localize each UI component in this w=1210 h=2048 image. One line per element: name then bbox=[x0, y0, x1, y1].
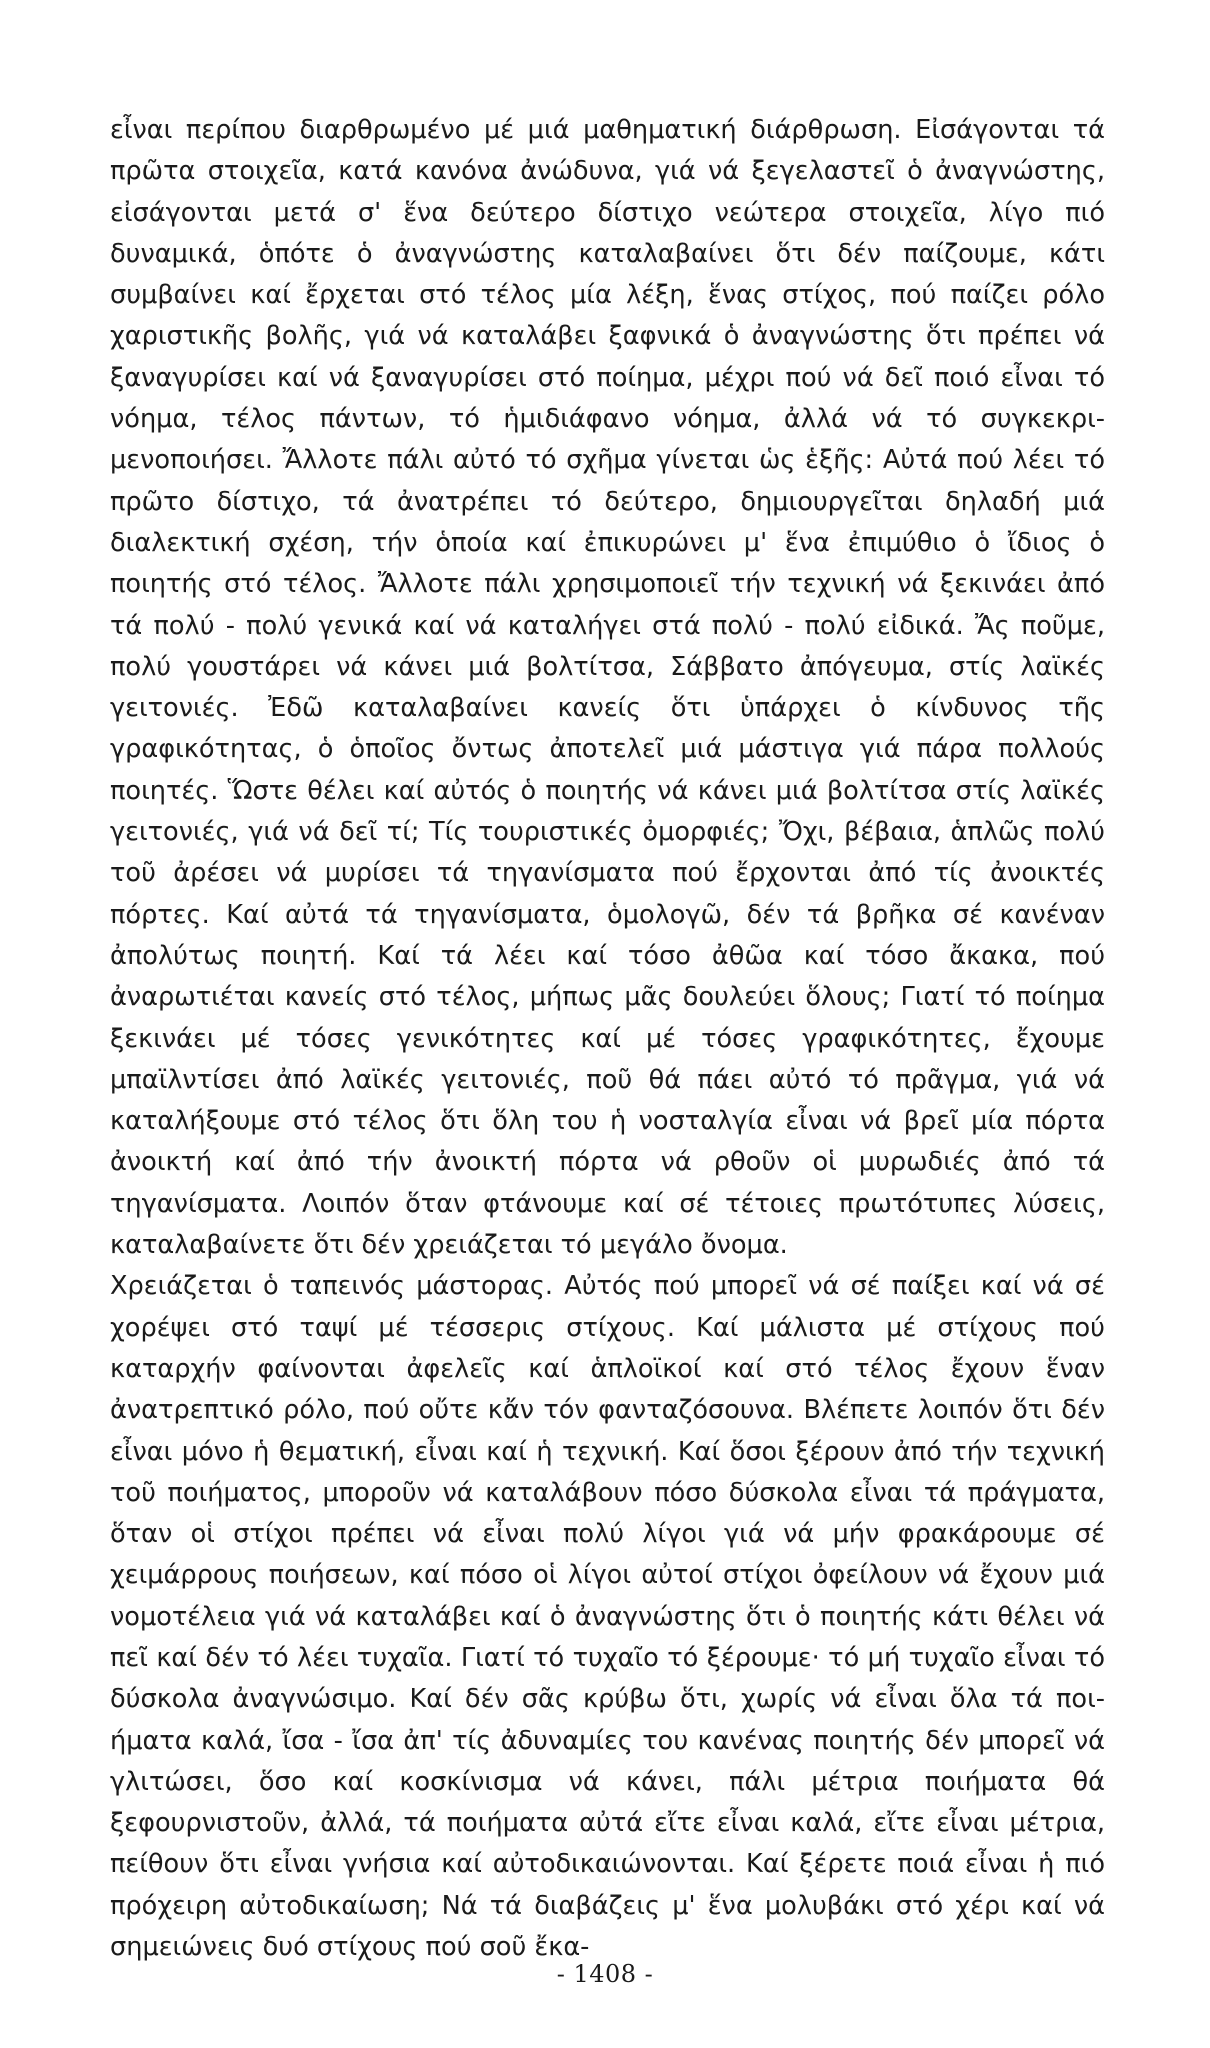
paragraph-1: εἶναι περίπου διαρθρωμένο μέ μιά μαθηματική διάρθρωση. Εἰσάγονται τά πρῶτα στοιχεῖα, κατά κανόνα ἀνώδυνα, γιά νά ξεγελαστεῖ ὁ ἀναγνώστης, εἰσάγονται μετά σ' ἕνα δεύτερο δίστιχο νεώτερα στοιχεῖα, λίγο πιό δυναμικά, ὁπότε ὁ ἀναγνώστης καταλαβαίνει ὅτι δέν παίζουμε, κάτι συμβαίνει καί ἔρχεται στό τέλος μία λέξη, ἕνας στίχος, πού παίζει ρόλο χαριστικῆς βολῆς, γιά νά καταλάβει ξαφνικά ὁ ἀναγνώστης ὅτι πρέπει νά ξαναγυρίσει καί νά ξαναγυρίσει στό ποίημα, μέχρι πού νά δεῖ ποιό εἶναι τό νόημα, τέλος πάντων, τό ἡμιδιάφανο νόημα, ἀλλά νά τό συγκεκριμενοποιήσει. Ἄλλοτε πάλι αὐτό τό σχῆμα γίνεται ὡς ἑξῆς: Αὐτά πού λέει τό πρῶτο δίστιχο, τά ἀνατρέπει τό δεύτερο, δημιουργεῖται δηλαδή μιά διαλεκτική σχέση, τήν ὁποία καί ἐπικυρώνει μ' ἕνα ἐπιμύθιο ὁ ἴδιος ὁ ποιητής στό τέλος. Ἄλλοτε πάλι χρησιμοποιεῖ τήν τεχνική νά ξεκινάει ἀπό τά πολύ - πολύ γενικά καί νά καταλήγει στά πολύ - πολύ εἰδικά. Ἄς ποῦμε, πολύ γουστάρει νά κάνει μιά βολτίτσα, Σάββατο ἀπόγευμα, στίς λαϊκές γειτονιές. Ἐδῶ καταλαβαίνει κανείς ὅτι ὑπάρχει ὁ κίνδυνος τῆς γραφικότητας, ὁ ὁποῖος ὄντως ἀποτελεῖ μιά μάστιγα γιά πάρα πολλούς ποιητές. Ὥστε θέλει καί αὐτός ὁ ποιητής νά κάνει μιά βολτίτσα στίς λαϊκές γειτονιές, γιά νά δεῖ τί; Τίς τουριστικές ὀμορφιές; Ὄχι, βέβαια, ἁπλῶς πολύ τοῦ ἀρέσει νά μυρίσει τά τηγανίσματα πού ἔρχονται ἀπό τίς ἀνοικτές πόρτες. Καί αὐτά τά τηγανίσματα, ὁμολογῶ, δέν τά βρῆκα σέ κανέναν ἀπολύτως ποιητή. Καί τά λέει καί τόσο ἀθῶα καί τόσο ἄκακα, πού ἀναρωτιέται κανείς στό τέλος, μήπως μᾶς δουλεύει ὅλους; Γιατί τό ποίημα ξεκινάει μέ τόσες γενικότητες καί μέ τόσες γραφικότητες, ἔχουμε μπαϊλντίσει ἀπό λαϊκές γειτονιές, ποῦ θά πάει αὐτό τό πρᾶγμα, γιά νά καταλήξουμε στό τέλος ὅτι ὅλη του ἡ νοσταλγία εἶναι νά βρεῖ μία πόρτα ἀνοικτή καί ἀπό τήν ἀνοικτή πόρτα νά ρθοῦν οἱ μυρωδιές ἀπό τά τηγανίσματα. Λοιπόν ὅταν φτάνουμε καί σέ τέτοιες πρωτότυπες λύσεις, καταλαβαίνετε ὅτι δέν χρειάζεται τό μεγάλο ὄνομα. bbox=[110, 115, 1105, 1261]
page-number: - 1408 - bbox=[556, 1960, 654, 1988]
paragraph-2: Χρειάζεται ὁ ταπεινός μάστορας. Αὐτός πού μπορεῖ νά σέ παίξει καί νά σέ χορέψει στό ταψί μέ τέσσερις στίχους. Καί μάλιστα μέ στίχους πού καταρχήν φαίνονται ἀφελεῖς καί ἁπλοϊκοί καί στό τέλος ἔχουν ἕναν ἀνατρεπτικό ρόλο, πού οὔτε κἄν τόν φανταζόσουνα. Βλέπετε λοιπόν ὅτι δέν εἶναι μόνο ἡ θεματική, εἶναι καί ἡ τεχνική. Καί ὅσοι ξέρουν ἀπό τήν τεχνική τοῦ ποιήματος, μποροῦν νά καταλάβουν πόσο δύσκολα εἶναι τά πράγματα, ὅταν οἱ στίχοι πρέπει νά εἶναι πολύ λίγοι γιά νά μήν φρακάρουμε σέ χειμάρρους ποιήσεων, καί πόσο οἱ λίγοι αὐτοί στίχοι ὀφείλουν νά ἔχουν μιά νομοτέλεια γιά νά καταλάβει καί ὁ ἀναγνώστης ὅτι ὁ ποιητής κάτι θέλει νά πεῖ καί δέν τό λέει τυχαῖα. Γιατί τό τυχαῖο τό ξέρουμε· τό μή τυχαῖο εἶναι τό δύσκολα ἀναγνώσιμο. Καί δέν σᾶς κρύβω ὅτι, χωρίς νά εἶναι ὅλα τά ποιήματα καλά, ἴσα - ἴσα ἀπ' τίς ἀδυναμίες του κανένας ποιητής δέν μπορεῖ νά γλιτώσει, ὅσο καί κοσκίνισμα νά κάνει, πάλι μέτρια ποιήματα θά ξεφουρνιστοῦν, ἀλλά, τά ποιήματα αὐτά εἴτε εἶναι καλά, εἴτε εἶναι μέτρια, πείθουν ὅτι εἶναι γνήσια καί αὐτοδικαιώνονται. Καί ξέρετε ποιά εἶναι ἡ πιό πρόχειρη αὐτοδικαίωση; Νά τά διαβάζεις μ' ἕνα μολυβάκι στό χέρι καί νά σημειώνεις δυό στίχους πού σοῦ ἔκα- bbox=[110, 1271, 1105, 1963]
body-text bbox=[110, 110, 1105, 1968]
